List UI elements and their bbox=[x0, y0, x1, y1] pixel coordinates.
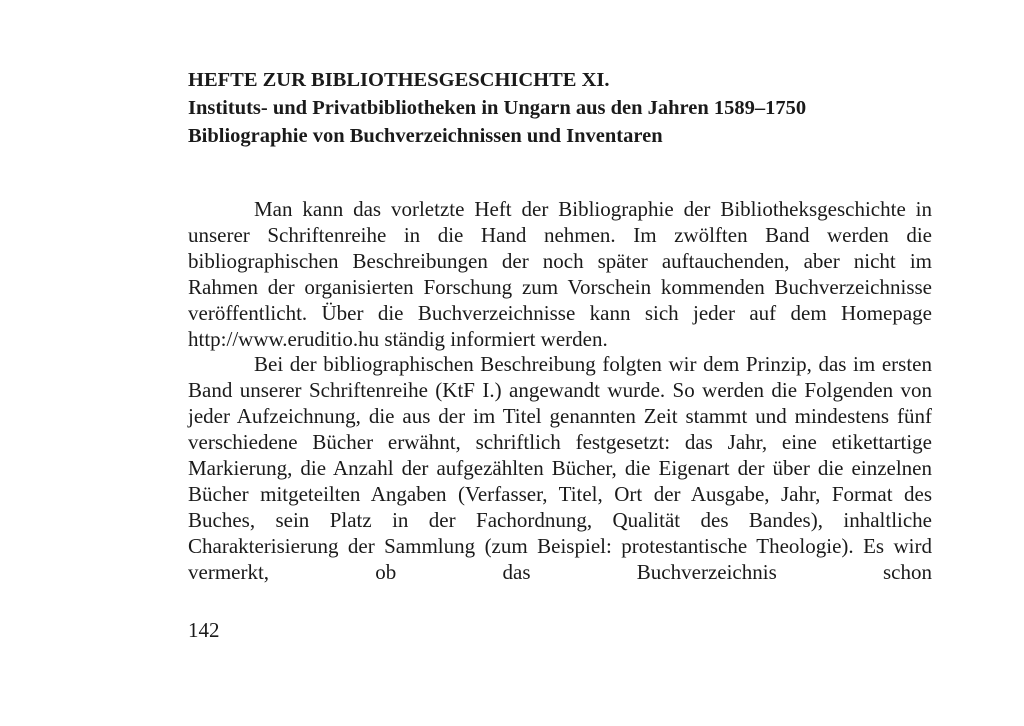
body-text bbox=[188, 197, 932, 586]
paragraph-1: Man kann das vorletzte Heft der Bibliographie der Bibliotheksgeschichte in unserer Schriftenreihe in die Hand nehmen. Im zwölften Band werden die bibliographischen Beschreibungen der noch später auftauchenden, aber nicht im Rahmen der organisierten Forschung zum Vorschein kommenden Buchverzeichnisse veröffentlicht. Über die Buchverzeichnisse kann sich jeder auf dem Homepage http://www.eruditio.hu ständig informiert werden. bbox=[188, 197, 932, 351]
page-number: 142 bbox=[188, 618, 220, 642]
series-title: HEFTE ZUR BIBLIOTHESGESCHICHTE XI. bbox=[188, 69, 610, 91]
paragraph-2: Bei der bibliographischen Beschreibung folgten wir dem Prinzip, das im ersten Band unserer Schriftenreihe (KtF I.) angewandt wurde. So werden die Folgenden von jeder Aufzeichnung, die aus der im Titel genannten Zeit stammt und mindestens fünf verschiedene Bücher erwähnt, schriftlich festgesetzt: das Jahr, eine etikettartige Markierung, die Anzahl der aufgezählten Bücher, die Eigenart der über die einzelnen Bücher mitgeteilten Angaben (Verfasser, Titel, Ort der Ausgabe, Jahr, Format des Buches, sein Platz in der Fachordnung, Qualität des Bandes), inhaltliche Charakterisierung der Sammlung (zum Beispiel: protestantische Theologie). Es wird vermerkt, ob das Buchverzeichnis schon bbox=[188, 352, 932, 584]
book-subtitle: Bibliographie von Buchverzeichnissen und Inventaren bbox=[188, 125, 663, 147]
book-title: Instituts- und Privatbibliotheken in Ungarn aus den Jahren 1589–1750 bbox=[188, 97, 807, 119]
page-header bbox=[188, 66, 948, 150]
